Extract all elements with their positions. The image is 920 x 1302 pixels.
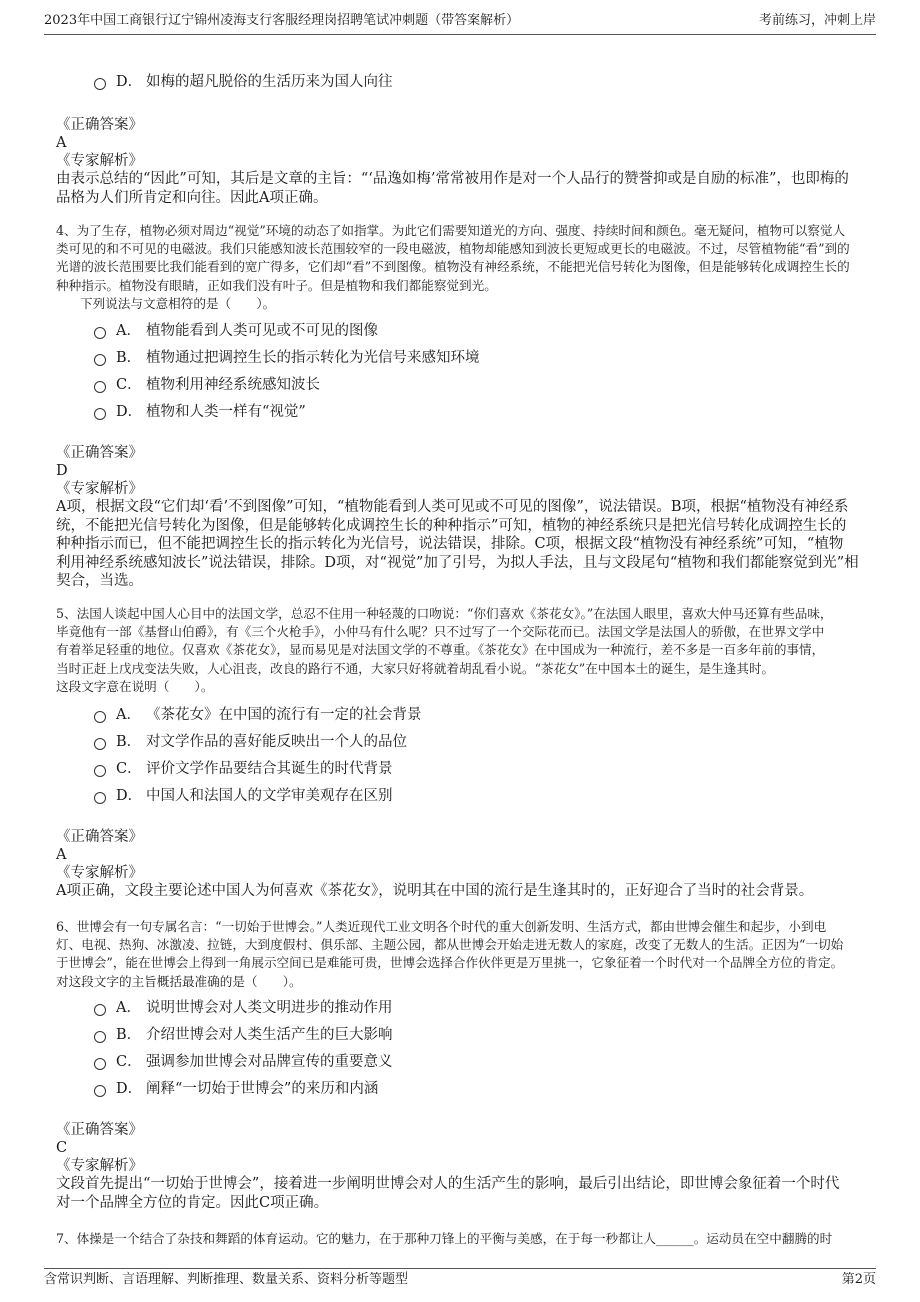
option-b[interactable]: B． 对文学作品的喜好能反映出一个人的品位: [94, 732, 407, 752]
radio-icon[interactable]: [94, 1085, 106, 1097]
option-a[interactable]: A． 《茶花女》在中国的流行有一定的社会背景: [94, 705, 422, 725]
radio-icon[interactable]: [94, 711, 106, 723]
radio-icon[interactable]: [94, 765, 106, 777]
answer-label: 《正确答案》: [56, 829, 143, 845]
option-a[interactable]: A． 植物能看到人类可见或不可见的图像: [94, 321, 378, 341]
radio-icon[interactable]: [94, 792, 106, 804]
question-4: 4、为了生存，植物必须对周边“视觉”环境的动态了如指掌。为此它们需要知道光的方向、强度、持续时间和颜色。毫无疑问，植物可以察觉人 类可见的和不可见的电磁波。我们只能感知波长范围较窄的一段电磁波，植物却能感知到波长更短或更长的电磁波。不过，尽管植物能“看”到的 光谱的波长范围要比我们能看到的宽广得多，它们却“看”不到图像。植物没有神经系统，不能把光信号转化为图像，但是能够转化成调控生长的 种种指示。植物没有眼睛，正如我们没有叶子。但是植物和我们都能察觉到光。 下列说法与文意相符的是（ ）。: [56, 222, 864, 313]
page-footer: [44, 1268, 876, 1293]
answer-section: [56, 116, 864, 207]
answer-value: D: [56, 463, 68, 479]
option-c[interactable]: C． 强调参加世博会对品牌宣传的重要意义: [94, 1052, 393, 1072]
answer-label: 《正确答案》: [56, 1122, 143, 1138]
analysis-label: 《专家解析》: [56, 865, 143, 881]
page-number: 第2页: [841, 1272, 876, 1287]
question-prompt: 这段文字意在说明（ ）。: [56, 678, 214, 694]
radio-icon[interactable]: [94, 1058, 106, 1070]
radio-icon[interactable]: [94, 1031, 106, 1043]
question-5: 5、法国人谈起中国人心目中的法国文学，总忍不住用一种轻蔑的口吻说：“你们喜欢《茶花女》。”在法国人眼里，喜欢大仲马还算有些品味， 毕竟他有一部《基督山伯爵》，有《三个火枪手》，小仲马有什么呢？只不过写了一个交际花而已。法国文学是法国人的骄傲，在世界文学中 有着举足轻重的地位。仅喜欢《茶花女》，显而易见是对法国文学的不尊重。《茶花女》在中国成为一种流行，差不多是一百多年前的事情， 当时正赶上戊戌变法失败，人心沮丧，改良的路行不通，大家只好将就着胡乱看小说。“茶花女”在中国本土的诞生，是生逢其时。 这段文字意在说明（ ）。: [56, 605, 864, 696]
option-d[interactable]: D． 如梅的超凡脱俗的生活历来为国人向往: [94, 72, 393, 92]
option-b[interactable]: B． 介绍世博会对人类生活产生的巨大影响: [94, 1025, 393, 1045]
answer-section: 《正确答案》 A 《专家解析》 A项正确，文段主要论述中国人为何喜欢《茶花女》，说明其在中国的流行是生逢其时的，正好迎合了当时的社会背景。: [56, 828, 864, 901]
header-slogan: 考前练习，冲刺上岸: [758, 13, 876, 28]
analysis-label: 《专家解析》: [56, 153, 143, 169]
answer-value: C: [56, 1140, 68, 1156]
radio-icon[interactable]: [94, 327, 106, 339]
radio-icon[interactable]: [94, 354, 106, 366]
question-prompt: 下列说法与文意相符的是（ ）。: [80, 295, 276, 311]
analysis-line: 由表示总结的“因此”可知，其后是文章的主旨：“‘品逸如梅’常常被用作是对一个人品行的赞誉抑或是自励的标准”，也即梅的: [56, 171, 849, 187]
option-d[interactable]: D． 阐释“一切始于世博会”的来历和内涵: [94, 1079, 378, 1099]
radio-icon[interactable]: [94, 78, 106, 90]
option-c[interactable]: C． 植物利用神经系统感知波长: [94, 375, 320, 395]
analysis-line: 品格为人们所肯定和向往。因此A项正确。: [56, 189, 328, 206]
answer-label: 《正确答案》: [56, 117, 143, 133]
option-a[interactable]: A． 说明世博会对人类文明进步的推动作用: [94, 998, 393, 1018]
option-c[interactable]: C． 评价文学作品要结合其诞生的时代背景: [94, 759, 393, 779]
document-title: 2023年中国工商银行辽宁锦州凌海支行客服经理岗招聘笔试冲刺题（带答案解析）: [44, 13, 520, 28]
radio-icon[interactable]: [94, 1004, 106, 1016]
answer-section: 《正确答案》 C 《专家解析》 文段首先提出“一切始于世博会”，接着进一步阐明世博会对人的生活产生的影响，最后引出结论，即世博会象征着一个时代 对一个品牌全方位的肯定。因此C项正确。: [56, 1121, 864, 1212]
answer-value: A: [56, 135, 67, 151]
radio-icon[interactable]: [94, 738, 106, 750]
option-b[interactable]: B． 植物通过把调控生长的指示转化为光信号来感知环境: [94, 348, 480, 368]
question-prompt: 对这段文字的主旨概括最准确的是（ ）。: [56, 973, 302, 989]
question-6: 6、世博会有一句专属名言：“一切始于世博会。”人类近现代工业文明各个时代的重大创新发明、生活方式，都由世博会催生和起步，小到电 灯、电视、热狗、冰激凌、拉链，大到度假村、俱乐部、主题公园，都从世博会开始走进无数人的家庭，改变了无数人的生活。正因为“一切始 于世博会”，能在世博会上得到一角展示空间已是难能可贵，世博会选择合作伙伴更是万里挑一，它象征着一个时代对一个品牌全方位的肯定。 对这段文字的主旨概括最准确的是（ ）。: [56, 918, 864, 991]
option-d[interactable]: D． 中国人和法国人的文学审美观存在区别: [94, 786, 393, 806]
page-header: [44, 10, 876, 35]
answer-section: 《正确答案》 D 《专家解析》 A项，根据文段“它们却‘看’不到图像”可知，“植物能看到人类可见或不可见的图像”，说法错误。B项，根据“植物没有神经系 统，不能把光信号转化为图像，但是能够转化成调控生长的种种指示”可知，植物的神经系统只是把光信号转化成调控生长的 种种指示而已，但不能把调控生长的指示转化为光信号，说法错误，排除。C项，根据文段“植物没有神经系统”可知，“植物 利用神经系统感知波长”说法错误，排除。D项，对“视觉”加了引号，为拟人手法，且与文段尾句“植物和我们都能察觉到光”相 契合，当选。: [56, 444, 864, 591]
answer-label: 《正确答案》: [56, 445, 143, 461]
radio-icon[interactable]: [94, 381, 106, 393]
analysis-label: 《专家解析》: [56, 481, 143, 497]
question-7: 7、体操是一个结合了杂技和舞蹈的体育运动。它的魅力，在于那种刀锋上的平衡与美感，在于每一秒都让人______。运动员在空中翻腾的时: [56, 1231, 833, 1246]
analysis-label: 《专家解析》: [56, 1158, 143, 1174]
answer-value: A: [56, 847, 67, 863]
option-d[interactable]: D． 植物和人类一样有“视觉”: [94, 402, 306, 422]
radio-icon[interactable]: [94, 408, 106, 420]
footer-categories: 含常识判断、言语理解、判断推理、数量关系、资料分析等题型: [44, 1272, 409, 1287]
